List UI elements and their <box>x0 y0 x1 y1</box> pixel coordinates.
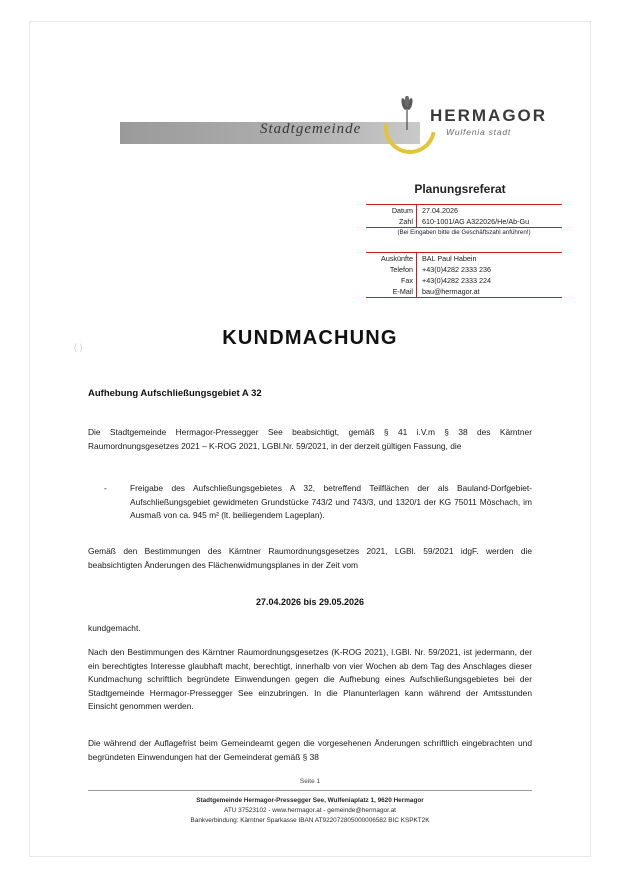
meta-key: Auskünfte <box>366 253 417 265</box>
hermagor-logo <box>384 100 548 158</box>
meta-key: Fax <box>366 275 417 286</box>
meta-value: 27.04.2026 <box>417 205 563 217</box>
footer-divider <box>88 790 532 791</box>
municipality-word: Stadtgemeinde <box>260 121 362 137</box>
meta-value: +43(0)4282 2333 224 <box>422 276 491 285</box>
meta-key: Datum <box>366 205 417 217</box>
footer-contact: ATU 37523102 - www.hermagor.at - gemeinde@hermagor.at <box>224 806 396 814</box>
paragraph-1: Die Stadtgemeinde Hermagor-Pressegger See beabsichtigt, gemäß § 41 i.V.m § 38 des Kärntner Raumordnungsgesetzes 2021 – K-ROG 2021, LGBl.Nr. 59/2021, in der derzeit gültigen Fassung, die <box>88 427 532 451</box>
meta-value: +43(0)4282 2333 236 <box>422 265 491 274</box>
bullet-text: Freigabe des Aufschließungsgebietes A 32, betreffend Teilflächen der als Bauland-Dorfgebiet-Aufschließungsgebiet gewidmeten Grundstücke 743/2 und 743/3, und 1320/1 der KG 75011 Möschach, im Ausmaß von ca. 945 m² (lt. beiliegendem Lageplan). <box>130 483 532 521</box>
meta-block-reference <box>366 204 562 238</box>
list-item <box>104 482 532 523</box>
scan-artifact: ( ) <box>74 342 83 352</box>
meta-row <box>366 286 562 298</box>
page-number: Seite 1 <box>299 778 321 785</box>
meta-row <box>366 264 562 275</box>
meta-row <box>366 205 562 217</box>
logo-subtitle-text: Wulfenia stadt <box>446 127 512 137</box>
meta-table-reference <box>366 204 562 238</box>
meta-table-contact <box>366 252 562 298</box>
wulfenia-flower-icon <box>398 96 416 130</box>
paragraph-2: Gemäß den Bestimmungen des Kärntner Raumordnungsgesetzes 2021, LGBl. 59/2021 idgF. werden die beabsichtigten Änderungen des Flächenwidmungsplanes in der Zeit vom <box>88 546 532 570</box>
document-subject: Aufhebung Aufschließungsgebiet A 32 <box>88 388 262 399</box>
meta-row <box>366 216 562 228</box>
footer-address: Stadtgemeinde Hermagor-Pressegger See, Wulfeniaplatz 1, 9620 Hermagor <box>196 797 424 804</box>
meta-row <box>366 275 562 286</box>
footer-block <box>30 796 590 826</box>
letterhead <box>90 100 550 158</box>
meta-key: E-Mail <box>366 286 417 298</box>
paragraph-5: Die während der Auflagefrist beim Gemeindeamt gegen die vorgesehenen Änderungen schriftlich eingebrachten und begründeten Einwendungen hat der Gemeinderat gemäß § 38 <box>88 738 532 762</box>
department-title: Planungsreferat <box>414 182 506 196</box>
meta-value: BAL Paul Habein <box>417 253 563 265</box>
paragraph-4: Nach den Bestimmungen des Kärntner Raumordnungsgesetzes (K-ROG 2021), l.GBl. Nr. 59/2021, ist jedermann, der ein berechtigtes Interesse glaubhaft macht, berechtigt, innerhalb von vier Wochen ab dem Tag des Anschlages dieser Kundmachung schriftlich begründete Einwendungen gegen die Aufhebung eines Aufschließungsgebietes bei der Stadtgemeinde Hermagor-Pressegger See einzubringen. In die Planunterlagen kann während der Amtsstunden Einsicht genommen werden. <box>88 647 532 712</box>
paper-sheet <box>30 22 590 856</box>
paragraph-3: kundgemacht. <box>88 623 141 633</box>
footer-bank: Bankverbindung: Kärntner Sparkasse IBAN AT922072805000006582 BIC KSPKT2K <box>190 816 430 824</box>
display-period: 27.04.2026 bis 29.05.2026 <box>255 597 365 607</box>
logo-name-text: HERMAGOR <box>430 106 548 125</box>
meta-note-row <box>366 228 562 238</box>
meta-value-email[interactable]: bau@hermagor.at <box>417 286 563 298</box>
meta-note: (Bei Eingaben bitte die Geschäftszahl anführen!) <box>397 229 531 236</box>
meta-row <box>366 253 562 265</box>
meta-key: Zahl <box>366 216 417 228</box>
bullet-dash: - <box>104 483 107 493</box>
meta-value: 610-1001/AG A322026/He/Ab-Gu <box>417 216 563 228</box>
page-title: KUNDMACHUNG <box>222 327 398 349</box>
meta-key: Telefon <box>366 264 417 275</box>
meta-block-contact <box>366 252 562 298</box>
